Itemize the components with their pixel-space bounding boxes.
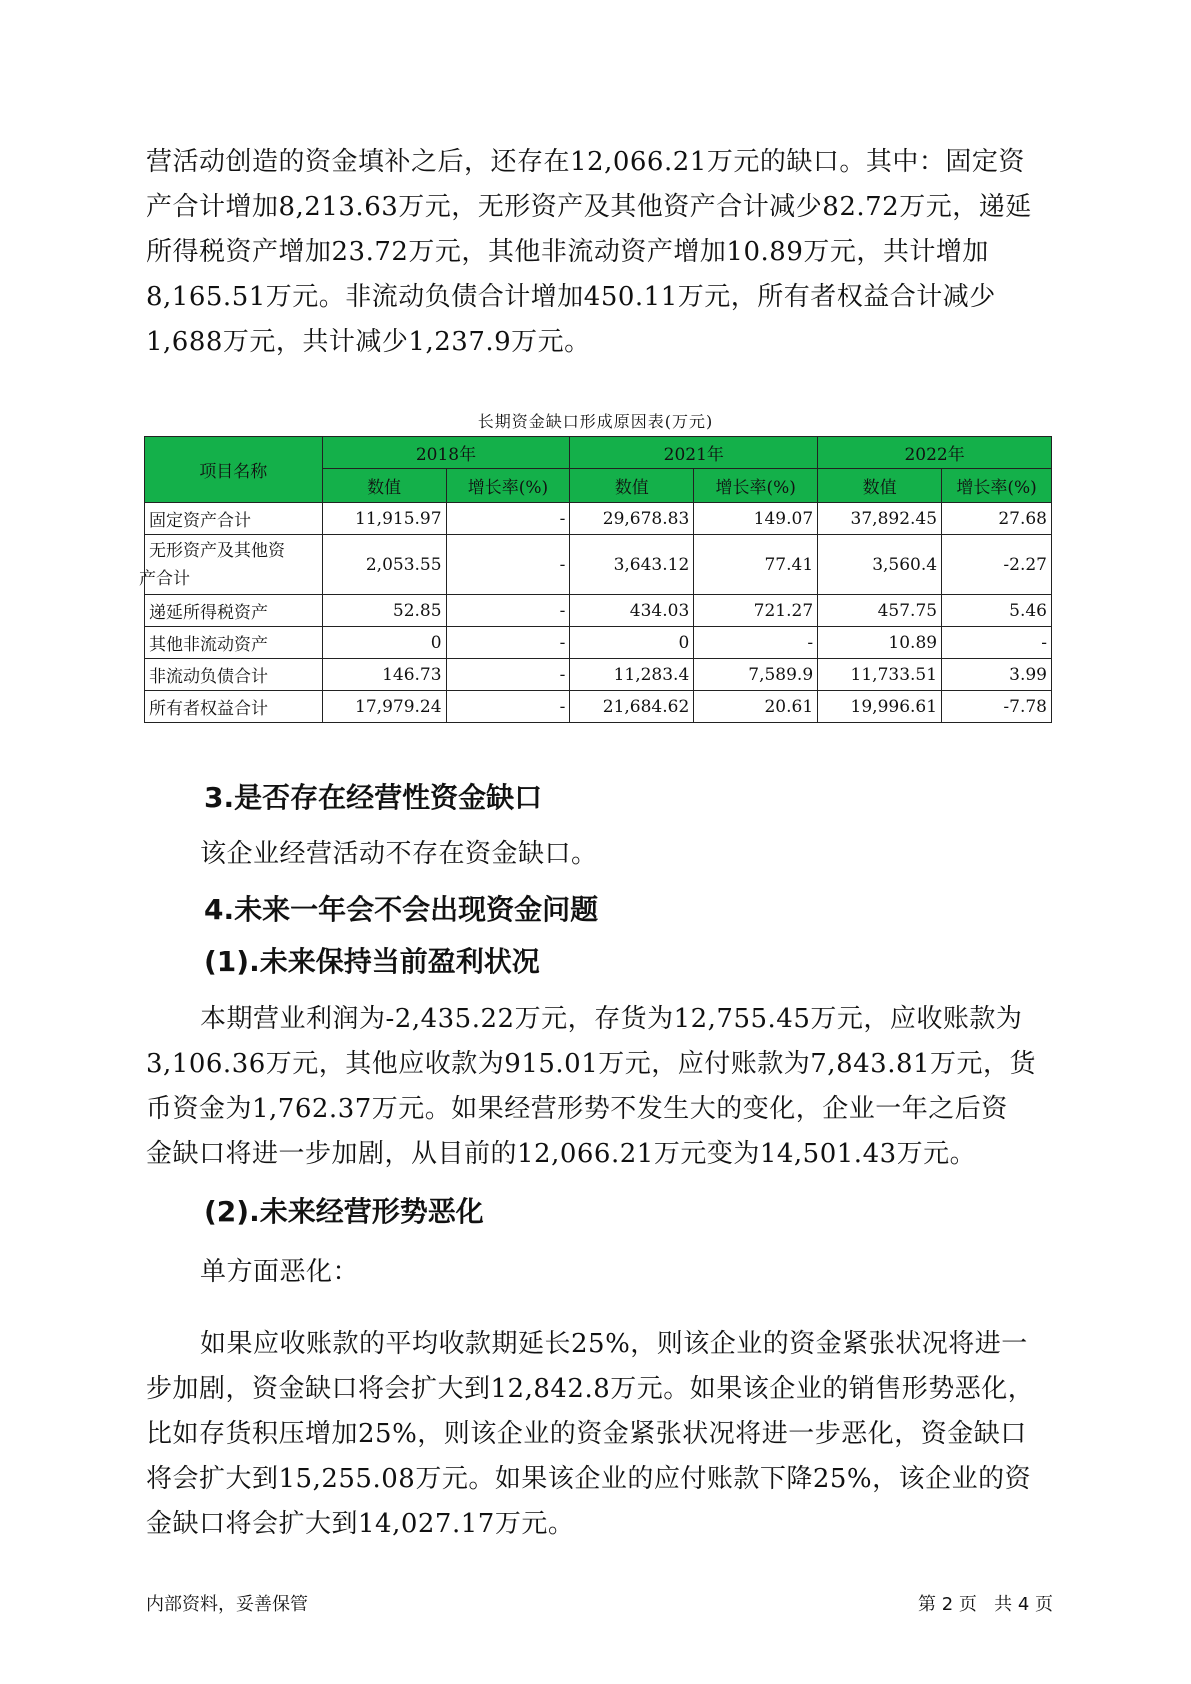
table-cell: 5.46 xyxy=(942,595,1052,627)
paragraph-line: 该企业经营活动不存在资金缺口。 xyxy=(200,839,598,869)
table-cell: - xyxy=(446,503,570,535)
row-label: 固定资产合计 xyxy=(145,503,323,535)
footer-confidential: 内部资料，妥善保管 xyxy=(146,1594,308,1615)
year-header: 2021年 xyxy=(570,437,818,469)
table-cell: 52.85 xyxy=(322,595,446,627)
table-cell: 37,892.45 xyxy=(818,503,942,535)
table-cell: 3.99 xyxy=(942,659,1052,691)
table-row xyxy=(145,595,1052,627)
sub1-paragraph xyxy=(146,997,1060,1177)
year-header: 2022年 xyxy=(818,437,1052,469)
table-row xyxy=(145,535,1052,595)
paragraph-line: 步加剧，资金缺口将会扩大到12,842.8万元。如果该企业的销售形势恶化， xyxy=(146,1374,1035,1404)
row-label xyxy=(139,535,323,595)
paragraph-line: 如果应收账款的平均收款期延长25%，则该企业的资金紧张状况将进一 xyxy=(200,1329,1028,1359)
table-cell: 17,979.24 xyxy=(322,691,446,723)
intro-line: 产合计增加8,213.63万元，无形资产及其他资产合计减少82.72万元，递延 xyxy=(146,192,1032,222)
table-row xyxy=(145,691,1052,723)
growth-header: 增长率(%) xyxy=(694,469,818,503)
table-cell: -7.78 xyxy=(942,691,1052,723)
table-row xyxy=(145,627,1052,659)
table-cell: 149.07 xyxy=(694,503,818,535)
section-heading: 3.是否存在经营性资金缺口 xyxy=(204,781,543,814)
section-heading: 4.未来一年会不会出现资金问题 xyxy=(204,893,599,926)
table-cell: 2,053.55 xyxy=(322,535,446,595)
subsection-heading: (2).未来经营形势恶化 xyxy=(204,1195,484,1228)
intro-line: 所得税资产增加23.72万元，其他非流动资产增加10.89万元，共计增加 xyxy=(146,237,989,267)
paragraph-line: 单方面恶化： xyxy=(200,1257,360,1287)
table-header-row xyxy=(145,437,1052,469)
table-cell: 29,678.83 xyxy=(570,503,694,535)
table-cell: 11,283.4 xyxy=(570,659,694,691)
subsection-heading: (1).未来保持当前盈利状况 xyxy=(204,945,540,978)
intro-line: 1,688万元，共计减少1,237.9万元。 xyxy=(146,327,591,357)
paragraph-line: 本期营业利润为-2,435.22万元，存货为12,755.45万元，应收账款为 xyxy=(200,1004,1023,1034)
row-label: 其他非流动资产 xyxy=(145,627,323,659)
table-cell: 457.75 xyxy=(818,595,942,627)
paragraph-line: 币资金为1,762.37万元。如果经营形势不发生大的变化，企业一年之后资 xyxy=(146,1094,1008,1124)
row-label: 非流动负债合计 xyxy=(145,659,323,691)
capital-gap-table xyxy=(139,436,1052,723)
table-cell: 20.61 xyxy=(694,691,818,723)
table-cell: 0 xyxy=(570,627,694,659)
paragraph-line: 金缺口将会扩大到14,027.17万元。 xyxy=(146,1509,575,1539)
intro-paragraph xyxy=(146,140,1060,365)
table-cell: 0 xyxy=(322,627,446,659)
table-cell: 21,684.62 xyxy=(570,691,694,723)
table-cell: - xyxy=(446,691,570,723)
item-name-header: 项目名称 xyxy=(145,437,323,503)
row-label: 所有者权益合计 xyxy=(145,691,323,723)
table-cell: 10.89 xyxy=(818,627,942,659)
intro-line: 8,165.51万元。非流动负债合计增加450.11万元，所有者权益合计减少 xyxy=(146,282,996,312)
growth-header: 增长率(%) xyxy=(942,469,1052,503)
table-cell: - xyxy=(446,595,570,627)
table-cell: 19,996.61 xyxy=(818,691,942,723)
footer-page-number: 第 2 页 共 4 页 xyxy=(918,1594,1053,1615)
table-cell: 434.03 xyxy=(570,595,694,627)
table-cell: - xyxy=(942,627,1052,659)
row-label: 递延所得税资产 xyxy=(145,595,323,627)
table-row xyxy=(145,503,1052,535)
table-cell: 77.41 xyxy=(694,535,818,595)
table-cell: 3,560.4 xyxy=(818,535,942,595)
section3-paragraph xyxy=(146,832,1060,877)
table-cell: 11,733.51 xyxy=(818,659,942,691)
table-cell: - xyxy=(446,535,570,595)
table-cell: 146.73 xyxy=(322,659,446,691)
value-header: 数值 xyxy=(570,469,694,503)
row-label-line: 产合计 xyxy=(139,568,190,589)
table-row xyxy=(145,659,1052,691)
table-cell: 3,643.12 xyxy=(570,535,694,595)
single-label-paragraph xyxy=(146,1250,1060,1295)
table-cell: - xyxy=(446,659,570,691)
sub2-paragraph xyxy=(146,1322,1060,1547)
paragraph-line: 3,106.36万元，其他应收款为915.01万元，应付账款为7,843.81万元，货 xyxy=(146,1049,1037,1079)
paragraph-line: 金缺口将进一步加剧，从目前的12,066.21万元变为14,501.43万元。 xyxy=(146,1139,977,1169)
table-cell: -2.27 xyxy=(942,535,1052,595)
intro-line: 营活动创造的资金填补之后，还存在12,066.21万元的缺口。其中：固定资 xyxy=(146,147,1025,177)
table-cell: 721.27 xyxy=(694,595,818,627)
table-caption: 长期资金缺口形成原因表(万元) xyxy=(477,412,714,431)
growth-header: 增长率(%) xyxy=(446,469,570,503)
paragraph-line: 将会扩大到15,255.08万元。如果该企业的应付账款下降25%，该企业的资 xyxy=(146,1464,1032,1494)
paragraph-line: 比如存货积压增加25%，则该企业的资金紧张状况将进一步恶化，资金缺口 xyxy=(146,1419,1027,1449)
value-header: 数值 xyxy=(322,469,446,503)
value-header: 数值 xyxy=(818,469,942,503)
table-cell: 11,915.97 xyxy=(322,503,446,535)
table-cell: 27.68 xyxy=(942,503,1052,535)
table-cell: - xyxy=(694,627,818,659)
year-header: 2018年 xyxy=(322,437,570,469)
table-cell: 7,589.9 xyxy=(694,659,818,691)
row-label-line: 无形资产及其他资 xyxy=(149,540,285,561)
table-cell: - xyxy=(446,627,570,659)
